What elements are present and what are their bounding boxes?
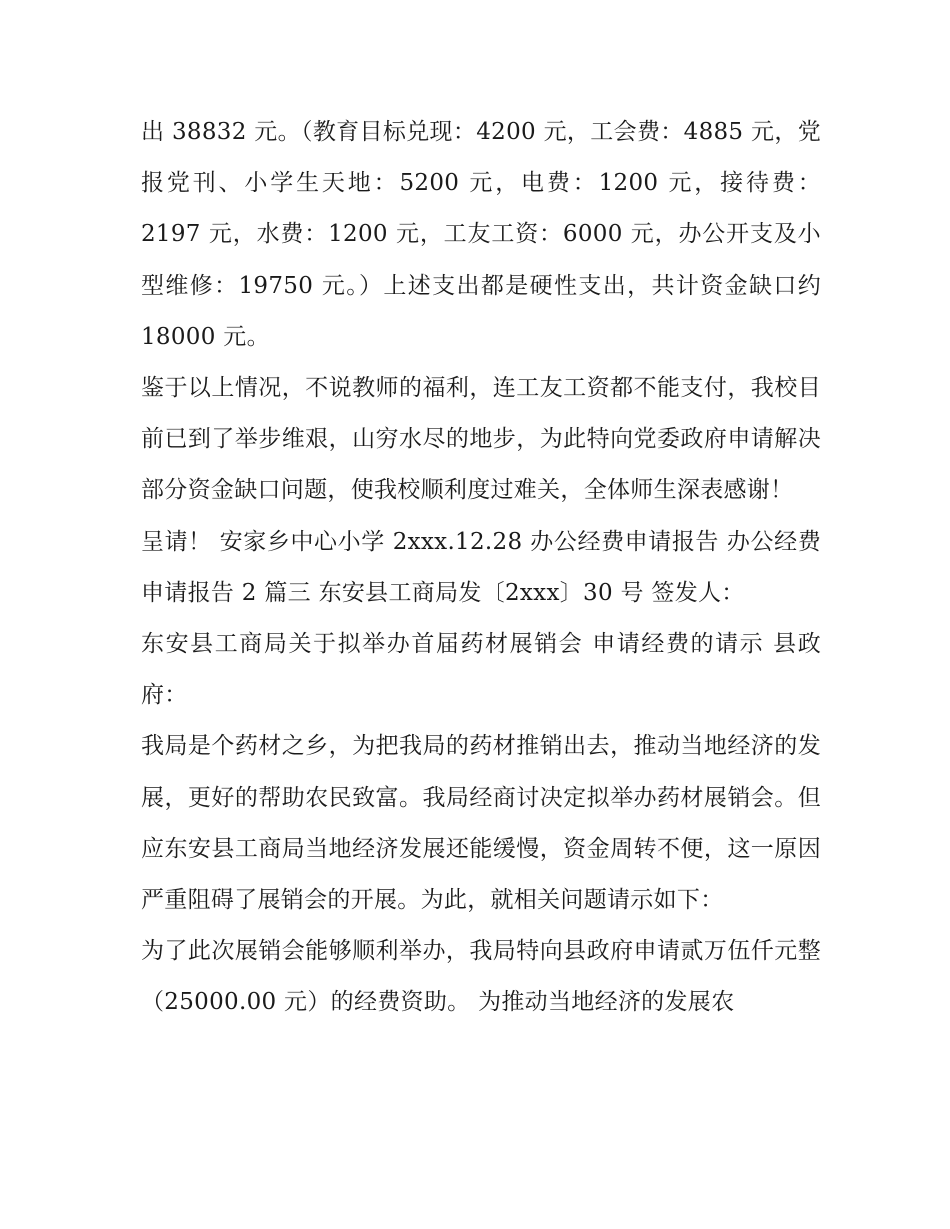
paragraph-funding-request: 为了此次展销会能够顺利举办，我局特向县政府申请贰万伍仟元整（25000.00 元）的经费资助。 为推动当地经济的发展农 [141, 938, 821, 1016]
paragraph-background: 我局是个药材之乡，为把我局的药材推销出去，推动当地经济的发展，更好的帮助农民致富。我局经商讨决定拟举办药材展销会。但应东安县工商局当地经济发展还能缓慢，资金周转不便，这一原因严重阻碍了展销会的开展。为此，就相关问题请示如下： [141, 733, 821, 914]
paragraph-funding-situation: 鉴于以上情况，不说教师的福利，连工友工资都不能支付，我校目前已到了举步维艰，山穷水尽的地步，为此特向党委政府申请解决部分资金缺口问题，使我校顺利度过难关，全体师生深表感谢！ [141, 375, 821, 504]
paragraph-submission-header: 呈请！ 安家乡中心小学 2xxx.12.28 办公经费申请报告 办公经费申请报告 2 篇三 东安县工商局发〔2xxx〕30 号 签发人： [141, 528, 821, 606]
document-body [141, 107, 821, 1029]
paragraph-request-title: 东安县工商局关于拟举办首届药材展销会 申请经费的请示 县政府： [141, 631, 821, 709]
paragraph-expense-details: 出 38832 元。（教育目标兑现：4200 元，工会费：4885 元，党报党刊、小学生天地：5200 元，电费：1200 元，接待费：2197 元，水费：1200 元，工友工资：6000 元，办公开支及小型维修：19750 元。）上述支出都是硬性支出，共计资金缺口约 18000 元。 [141, 119, 821, 350]
